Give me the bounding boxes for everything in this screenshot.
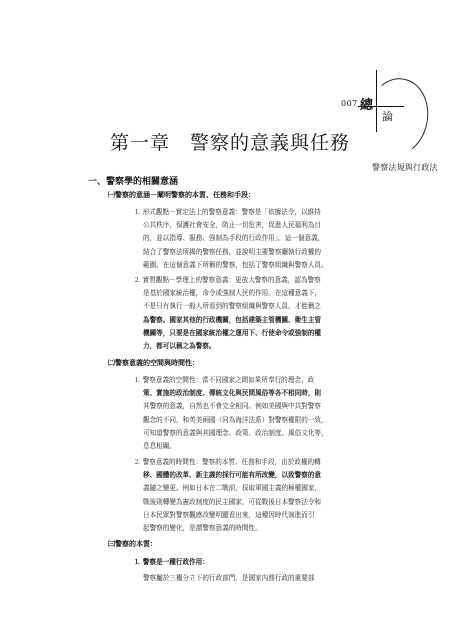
- paragraph-line: ⒈ 形式觀點－實定法上的警察意義：警察是「依據法令，以維持: [134, 208, 321, 216]
- header-arc-decoration: [360, 73, 435, 161]
- paragraph-line: 策、實施的政治制度、傳統文化與民間風俗等各不相同時，則: [143, 389, 322, 398]
- paragraph-line: 日本民眾對警察觀感改變明顯看出來，這種因時代演進而引: [143, 510, 315, 519]
- paragraph-line: 結合了警察法所揭的警察任務，並說明主要警察廳執行政權的: [143, 247, 322, 256]
- paragraph-line: 義隨之變更。例如日本在二戰前，採取軍國主義的極權國家，: [143, 484, 322, 493]
- subsection-1-heading: ㈠警察的意涵－闡明警察的本質、任務和手段：: [108, 191, 255, 199]
- chapter-title: 第一章 警察的意義與任務: [110, 132, 351, 154]
- paragraph-line: 戰後則轉變為憲政制度的民主國家，可從戰後日本警察法令和: [143, 497, 322, 506]
- paragraph-line: 觀念的不同，和英美兩國（同為海洋法系）對警察權限的一致，: [143, 415, 328, 424]
- brand-subtitle: 警察法規與行政法: [372, 163, 438, 172]
- paragraph-line: 可知道警察的意義與其國理念、政策、政治制度、風俗文化等，: [143, 428, 328, 437]
- subsection-3-heading: ㈢警察的本質：: [108, 540, 157, 548]
- paragraph-line: 移、國體的改革、新主義的採行可能有所改變，以致警察的意: [143, 471, 322, 480]
- paragraph-line: 不是只有執行一般人所看到的警察組織與警察人員，才能稱之: [143, 302, 322, 311]
- subsection-2-heading: ㈡警察意義的空間與時間性：: [108, 359, 199, 367]
- paragraph-line: 為警察。國家其他的行政機關，包括建築主管機關、衛生主管: [143, 315, 322, 324]
- subsection-2-paragraph-1: [134, 374, 366, 453]
- brand-char-1: 總: [360, 98, 374, 113]
- section-heading: 一、警察學的相關意涵: [88, 177, 179, 187]
- paragraph-line: 機關等，只要是在國家統治權之運用下、行使命令或強制的權: [143, 328, 322, 337]
- subsection-1-paragraph-1: [134, 206, 366, 272]
- subsection-3-item-1-title: ⒈ 警察是一種行政作用：: [134, 558, 209, 566]
- brand-char-2: 論: [382, 110, 393, 123]
- paragraph-line: 息息相關。: [143, 442, 176, 451]
- subsection-2-paragraph-2: [134, 456, 366, 535]
- paragraph-line: 的，並以指導、服務、強制為手段的行政作用」。這一個意義，: [143, 234, 325, 243]
- paragraph-line: 其警察的意義，自然也不會完全相同。例如美國與中共對警察: [143, 402, 322, 411]
- paragraph-line: 範圍。在這個意義下所稱的警察，包括了警察組織與警察人員。: [143, 260, 328, 269]
- subsection-3-paragraph-1: [134, 572, 366, 585]
- page-number: 007: [341, 99, 358, 108]
- paragraph-line: ⒉ 實質觀點－學理上的警察意義：更放大警察的意義，認為警察: [134, 276, 321, 284]
- paragraph-line: 是基於國家統治權，命令或強制人民的作用。在這種意義下，: [143, 289, 322, 298]
- paragraph-line: ⒉ 警察意義的時間性：警察的本質、任務和手段，由於政權的轉: [134, 458, 321, 466]
- subsection-1-paragraph-2: [134, 274, 366, 353]
- paragraph-line: ⒈ 警察意義的空間性：當不同國家之間如果所奉行的理念、政: [134, 376, 315, 384]
- paragraph-line: 力，都可以稱之為警察。: [143, 342, 216, 351]
- paragraph-line: 起警察的變化，是謂警察意義的時間性。: [143, 524, 262, 533]
- paragraph-line: 警察屬於三權分立下的行政部門，是國家內務行政的重要部: [143, 574, 315, 582]
- paragraph-line: 公共秩序，保護社會安全，防止一切危害，促進人民福利為目: [143, 221, 322, 230]
